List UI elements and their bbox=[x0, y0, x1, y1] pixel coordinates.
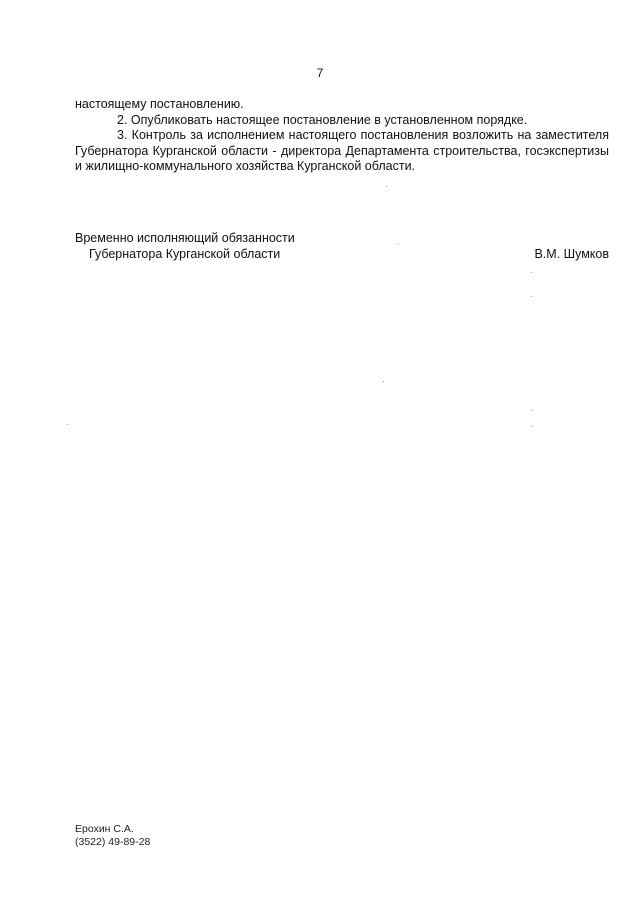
scan-speck bbox=[531, 272, 532, 273]
scan-speck bbox=[386, 186, 387, 187]
signatory-name: В.М. Шумков bbox=[534, 246, 609, 261]
signatory-title-line1: Временно исполняющий обязанности bbox=[75, 231, 295, 245]
signatory-title-line2: Губернатора Курганской области bbox=[89, 246, 281, 261]
scan-speck bbox=[383, 381, 384, 382]
paragraph-item-2: 2. Опубликовать настоящее постановление в установленном порядке. bbox=[117, 112, 528, 127]
executor-phone: (3522) 49-89-28 bbox=[75, 836, 151, 848]
paragraph-item-3: 3. Контроль за исполнением настоящего постановления возложить на заместителя Губернатора Курганской области - директора Департамента строительства, госэкспертизы и жилищно-коммунального хозяйства Курганской области. bbox=[75, 128, 609, 173]
page-number: 7 bbox=[316, 66, 324, 80]
scan-speck bbox=[67, 424, 68, 425]
scan-speck bbox=[531, 410, 532, 411]
executor-name: Ерохин С.А. bbox=[75, 823, 134, 835]
paragraph-continuation: настоящему постановлению. bbox=[75, 97, 244, 111]
body-text bbox=[75, 97, 609, 175]
scan-speck bbox=[398, 244, 399, 245]
executor-block bbox=[75, 823, 150, 849]
scan-speck bbox=[531, 296, 532, 297]
scan-speck bbox=[531, 426, 532, 427]
signature-block bbox=[75, 231, 609, 262]
